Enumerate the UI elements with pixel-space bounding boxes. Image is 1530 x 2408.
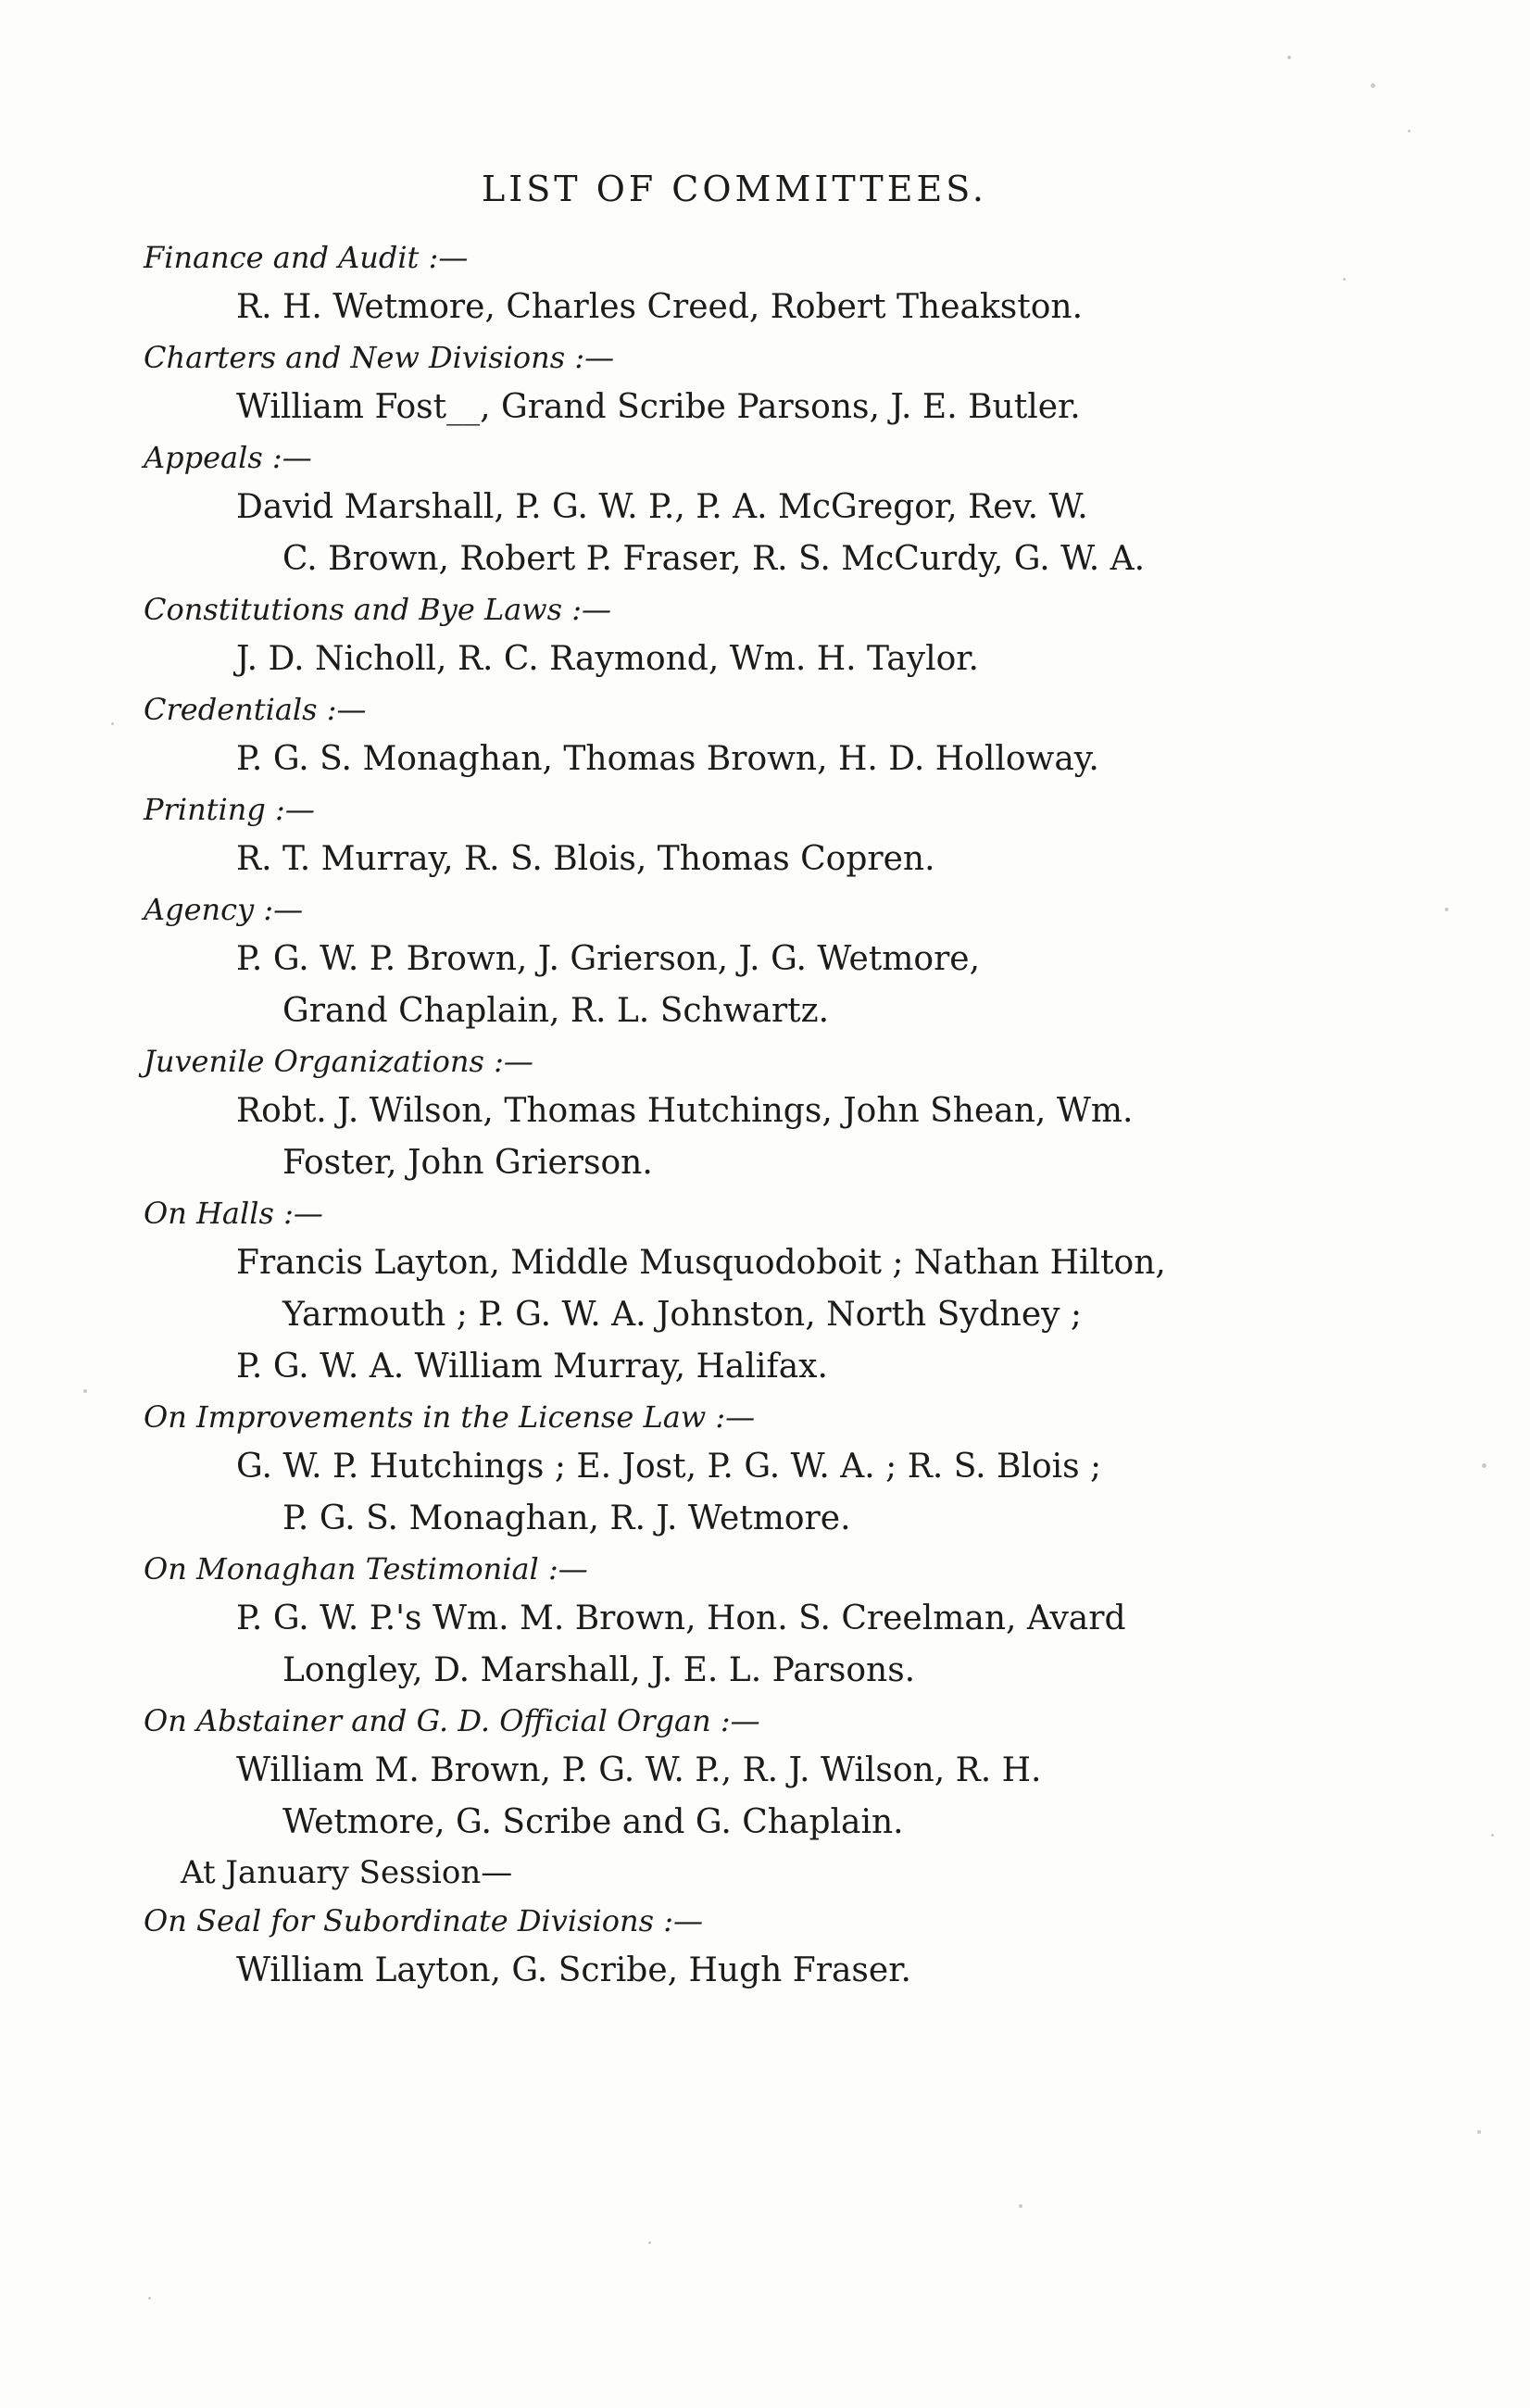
member-line-continued: Longley, D. Marshall, J. E. L. Parsons. [282, 1651, 916, 1689]
committee-members [144, 482, 1366, 585]
committee-heading: Appeals :— [144, 440, 312, 475]
scan-speckle [1287, 56, 1291, 59]
committee-heading: On Abstainer and G. D. Official Organ :— [144, 1703, 760, 1738]
committee-heading: Constitutions and Bye Laws :— [144, 592, 612, 627]
scan-speckle [111, 722, 114, 725]
committee-list [144, 233, 1366, 1997]
scan-speckle [148, 2297, 151, 2300]
committee-heading: Credentials :— [144, 692, 367, 727]
member-line: R. T. Murray, R. S. Blois, Thomas Copren. [236, 840, 935, 878]
member-line-continued: P. G. S. Monaghan, R. J. Wetmore. [282, 1499, 851, 1537]
committee-heading: On Seal for Subordinate Divisions :— [144, 1903, 703, 1938]
committee-members [144, 382, 1366, 433]
committee-heading: Printing :— [144, 792, 315, 827]
member-line-continued: C. Brown, Robert P. Fraser, R. S. McCurdy, G. W. A. [282, 540, 1146, 578]
member-line: R. H. Wetmore, Charles Creed, Robert Theakston. [236, 288, 1084, 326]
committee-heading: On Improvements in the License Law :— [144, 1399, 756, 1435]
scan-speckle [1371, 83, 1375, 88]
committee-heading: Finance and Audit :— [144, 240, 469, 275]
committee-finance-audit [144, 233, 1366, 333]
committee-heading: Agency :— [144, 892, 304, 927]
committee-members [144, 1237, 1366, 1393]
scan-speckle [1408, 130, 1411, 132]
committee-members [144, 1085, 1366, 1189]
scan-speckle [1491, 1834, 1494, 1837]
committee-members [144, 1593, 1366, 1697]
member-line-continued: Grand Chaplain, R. L. Schwartz. [282, 992, 830, 1030]
member-line: P. G. W. P. Brown, J. Grierson, J. G. Wetmore, [236, 940, 981, 978]
committee-heading: On Halls :— [144, 1196, 323, 1231]
committee-juvenile [144, 1037, 1366, 1189]
scan-speckle [83, 1389, 87, 1393]
committee-members [144, 934, 1366, 1037]
scan-speckle [1019, 2204, 1022, 2208]
member-line-continued: Wetmore, G. Scribe and G. Chaplain. [282, 1803, 904, 1841]
committee-members [144, 282, 1366, 333]
committee-members [144, 734, 1366, 785]
committee-charters [144, 333, 1366, 433]
committee-heading: On Monaghan Testimonial :— [144, 1551, 588, 1587]
committee-members [144, 633, 1366, 685]
committee-members [144, 1441, 1366, 1545]
committee-members [144, 1745, 1366, 1849]
committee-printing [144, 785, 1366, 885]
committee-members [144, 1945, 1366, 1997]
committee-members [144, 834, 1366, 885]
member-line: P. G. W. P.'s Wm. M. Brown, Hon. S. Creelman, Avard [236, 1599, 1126, 1637]
member-line: G. W. P. Hutchings ; E. Jost, P. G. W. A. ; R. S. Blois ; [236, 1448, 1102, 1486]
member-line: William Layton, G. Scribe, Hugh Fraser. [236, 1951, 911, 1989]
member-line: P. G. S. Monaghan, Thomas Brown, H. D. Holloway. [236, 740, 1099, 778]
member-line: David Marshall, P. G. W. P., P. A. McGregor, Rev. W. [236, 488, 1088, 526]
committee-license-law [144, 1393, 1366, 1545]
scan-speckle [1445, 908, 1448, 911]
committee-credentials [144, 685, 1366, 785]
member-line: William Fost__, Grand Scribe Parsons, J. E. Butler. [236, 388, 1081, 426]
committee-heading: Juvenile Organizations :— [144, 1044, 533, 1079]
member-line: William M. Brown, P. G. W. P., R. J. Wilson, R. H. [236, 1751, 1042, 1789]
member-line-continued: Yarmouth ; P. G. W. A. Johnston, North Sydney ; [282, 1296, 1083, 1334]
committee-constitutions [144, 585, 1366, 685]
committee-appeals [144, 433, 1366, 585]
member-line: Robt. J. Wilson, Thomas Hutchings, John Shean, Wm. [236, 1092, 1134, 1130]
scan-speckle [1343, 278, 1346, 281]
scan-speckle [1477, 2130, 1481, 2134]
committee-heading: Charters and New Divisions :— [144, 340, 615, 375]
committee-official-organ [144, 1697, 1366, 1849]
committee-halls [144, 1189, 1366, 1393]
scan-speckle [648, 2241, 651, 2244]
member-line-continued: Foster, John Grierson. [282, 1144, 653, 1182]
member-line: J. D. Nicholl, R. C. Raymond, Wm. H. Taylor. [236, 640, 979, 678]
committee-agency [144, 885, 1366, 1037]
page-title: LIST OF COMMITTEES. [482, 169, 987, 209]
committee-monaghan-testimonial [144, 1545, 1366, 1697]
scan-speckle [1482, 1463, 1486, 1468]
member-line: Francis Layton, Middle Musquodoboit ; Nathan Hilton, [236, 1244, 1166, 1282]
committee-seal [144, 1897, 1366, 1997]
session-note: At January Session— [181, 1854, 513, 1891]
member-line-continued: P. G. W. A. William Murray, Halifax. [236, 1348, 828, 1386]
